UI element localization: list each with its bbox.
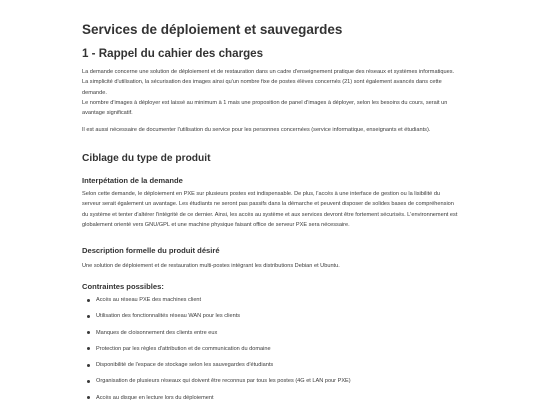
list-item-text: Protection par les règles d'attribution et de communication du domaine (96, 345, 271, 352)
list-item (82, 295, 460, 311)
bullet-icon (87, 331, 90, 334)
list-item-text: Disponibilité de l'espace de stockage selon les sauvegardes d'étudiants (96, 362, 274, 368)
list-item-text: Organisation de plusieurs réseaux qui doivent être reconnus par tous les postes (4G et LAN pour PXE) (96, 378, 351, 385)
subheading-formal-description: Description formelle du produit désiré (82, 246, 220, 255)
interpretation-paragraph: Selon cette demande, le déploiement en PXE sur plusieurs postes est indispensable. De plus, l'accès à une interface de gestion ou la lisibilité du serveur serait également un avantage. Les étudiants ne seront pas passifs dans la démarche et peuvent disposer de solides bases de compréhension du système et tenter d'altérer l'intégrité de ce dernier. Ainsi, les accès au système et aux services devront être fortement sécurisés. L'environnement est globalement orienté vers GNU/GPL et une machine physique faisant office de serveur PXE sera nécessaire. (82, 191, 458, 229)
bullet-icon (87, 380, 90, 383)
list-item-text: Accès au réseau PXE des machines client (96, 297, 202, 303)
intro-paragraph-1: La demande concerne une solution de déploiement et de restauration dans un cadre d'enseignement pratique des réseaux et systèmes informatiques. La simplicité d'utilisation, la sécurisation des images ainsi qu'un nombre fixe de postes élèves concernés (21) sont également avancés dans cette demande. (82, 69, 455, 96)
bullet-icon (87, 347, 90, 350)
list-item (82, 360, 460, 376)
list-item (82, 344, 460, 360)
list-item (82, 328, 460, 344)
bullet-icon (87, 299, 90, 302)
constraints-list (82, 295, 460, 405)
list-item (82, 393, 460, 405)
bullet-icon (87, 364, 90, 367)
list-item-text: Manques de cloisonnement des clients entre eux (96, 329, 218, 336)
formal-description-paragraph: Une solution de déploiement et de restauration multi-postes intégrant les distributions Debian et Ubuntu. (82, 263, 340, 269)
subheading-constraints: Contraintes possibles: (82, 282, 164, 291)
bullet-icon (87, 396, 90, 399)
intro-paragraph-3: Il est aussi nécessaire de documenter l'utilisation du service pour les personnes concernées (service informatique, enseignants et étudiants). (82, 127, 431, 133)
intro-paragraph-2: Le nombre d'images à déployer est laissé au minimum à 1 mais une proposition de panel d'images à déployer, selon les besoins du cours, serait un avantage significatif. (82, 100, 448, 117)
bullet-icon (87, 315, 90, 318)
list-item-text: Utilisation des fonctionnalités réseau WAN pour les clients (96, 313, 241, 320)
list-item (82, 376, 460, 392)
section-heading-ciblage: Ciblage du type de produit (82, 153, 211, 164)
section-heading-cahier-des-charges: 1 - Rappel du cahier des charges (82, 47, 264, 60)
subheading-interpretation: Interpétation de la demande (82, 176, 183, 185)
list-item (82, 311, 460, 327)
list-item-text: Accès au disque en lecture lors du déploiement (96, 394, 214, 401)
page-title: Services de déploiement et sauvegardes (82, 22, 343, 37)
